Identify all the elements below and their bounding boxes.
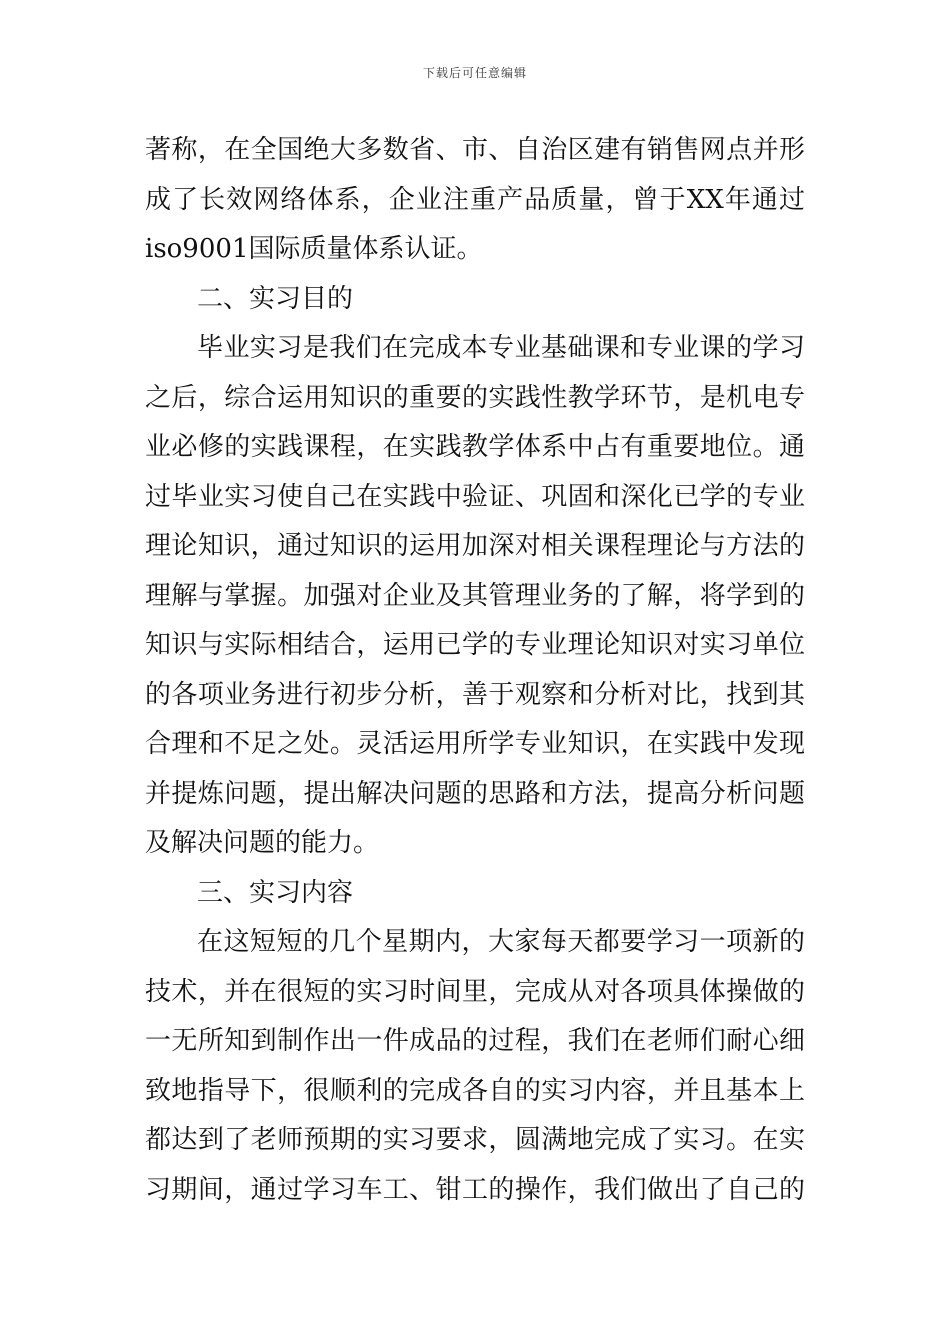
text-line: 技术，并在很短的实习时间里，完成从对各项具体操做的 — [145, 976, 805, 1007]
text-line: 在这短短的几个星期内，大家每天都要学习一项新的 — [197, 927, 805, 957]
text-line: 并提炼问题，提出解决问题的思路和方法，提高分析问题 — [145, 778, 805, 809]
text-line: 及解决问题的能力。 — [145, 828, 380, 858]
text-line: 习期间，通过学习车工、钳工的操作，我们做出了自己的 — [145, 1174, 805, 1205]
text-line: 理论知识，通过知识的运用加深对相关课程理论与方法的 — [145, 531, 805, 561]
text-line: 毕业实习是我们在完成本专业基础课和专业课的学习 — [197, 333, 805, 363]
text-line: 业必修的实践课程，在实践教学体系中占有重要地位。通 — [145, 432, 805, 462]
text-line: 一无所知到制作出一件成品的过程，我们在老师们耐心细 — [145, 1026, 805, 1056]
text-line: 致地指导下，很顺利的完成各自的实习内容，并且基本上 — [145, 1075, 805, 1106]
text-line: 之后，综合运用知识的重要的实践性教学环节，是机电专 — [145, 382, 805, 413]
text-line: 成了长效网络体系，企业注重产品质量，曾于XX年通过 — [145, 184, 805, 215]
body-text — [145, 126, 805, 1215]
text-line: 知识与实际相结合，运用已学的专业理论知识对实习单位 — [145, 630, 805, 660]
text-line: 过毕业实习使自己在实践中验证、巩固和深化已学的专业 — [145, 481, 805, 512]
text-line: 都达到了老师预期的实习要求，圆满地完成了实习。在实 — [145, 1125, 805, 1155]
section-heading: 三、实习内容 — [197, 877, 354, 908]
text-line: 著称，在全国绝大多数省、市、自治区建有销售网点并形 — [145, 135, 805, 165]
text-line: 的各项业务进行初步分析，善于观察和分析对比，找到其 — [145, 679, 805, 710]
header-note: 下载后可任意编辑 — [422, 66, 527, 80]
section-heading: 二、实习目的 — [197, 283, 354, 314]
text-line: 理解与掌握。加强对企业及其管理业务的了解，将学到的 — [145, 580, 805, 611]
text-line: iso9001国际质量体系认证。 — [145, 234, 483, 264]
text-line: 合理和不足之处。灵活运用所学专业知识，在实践中发现 — [145, 729, 805, 759]
